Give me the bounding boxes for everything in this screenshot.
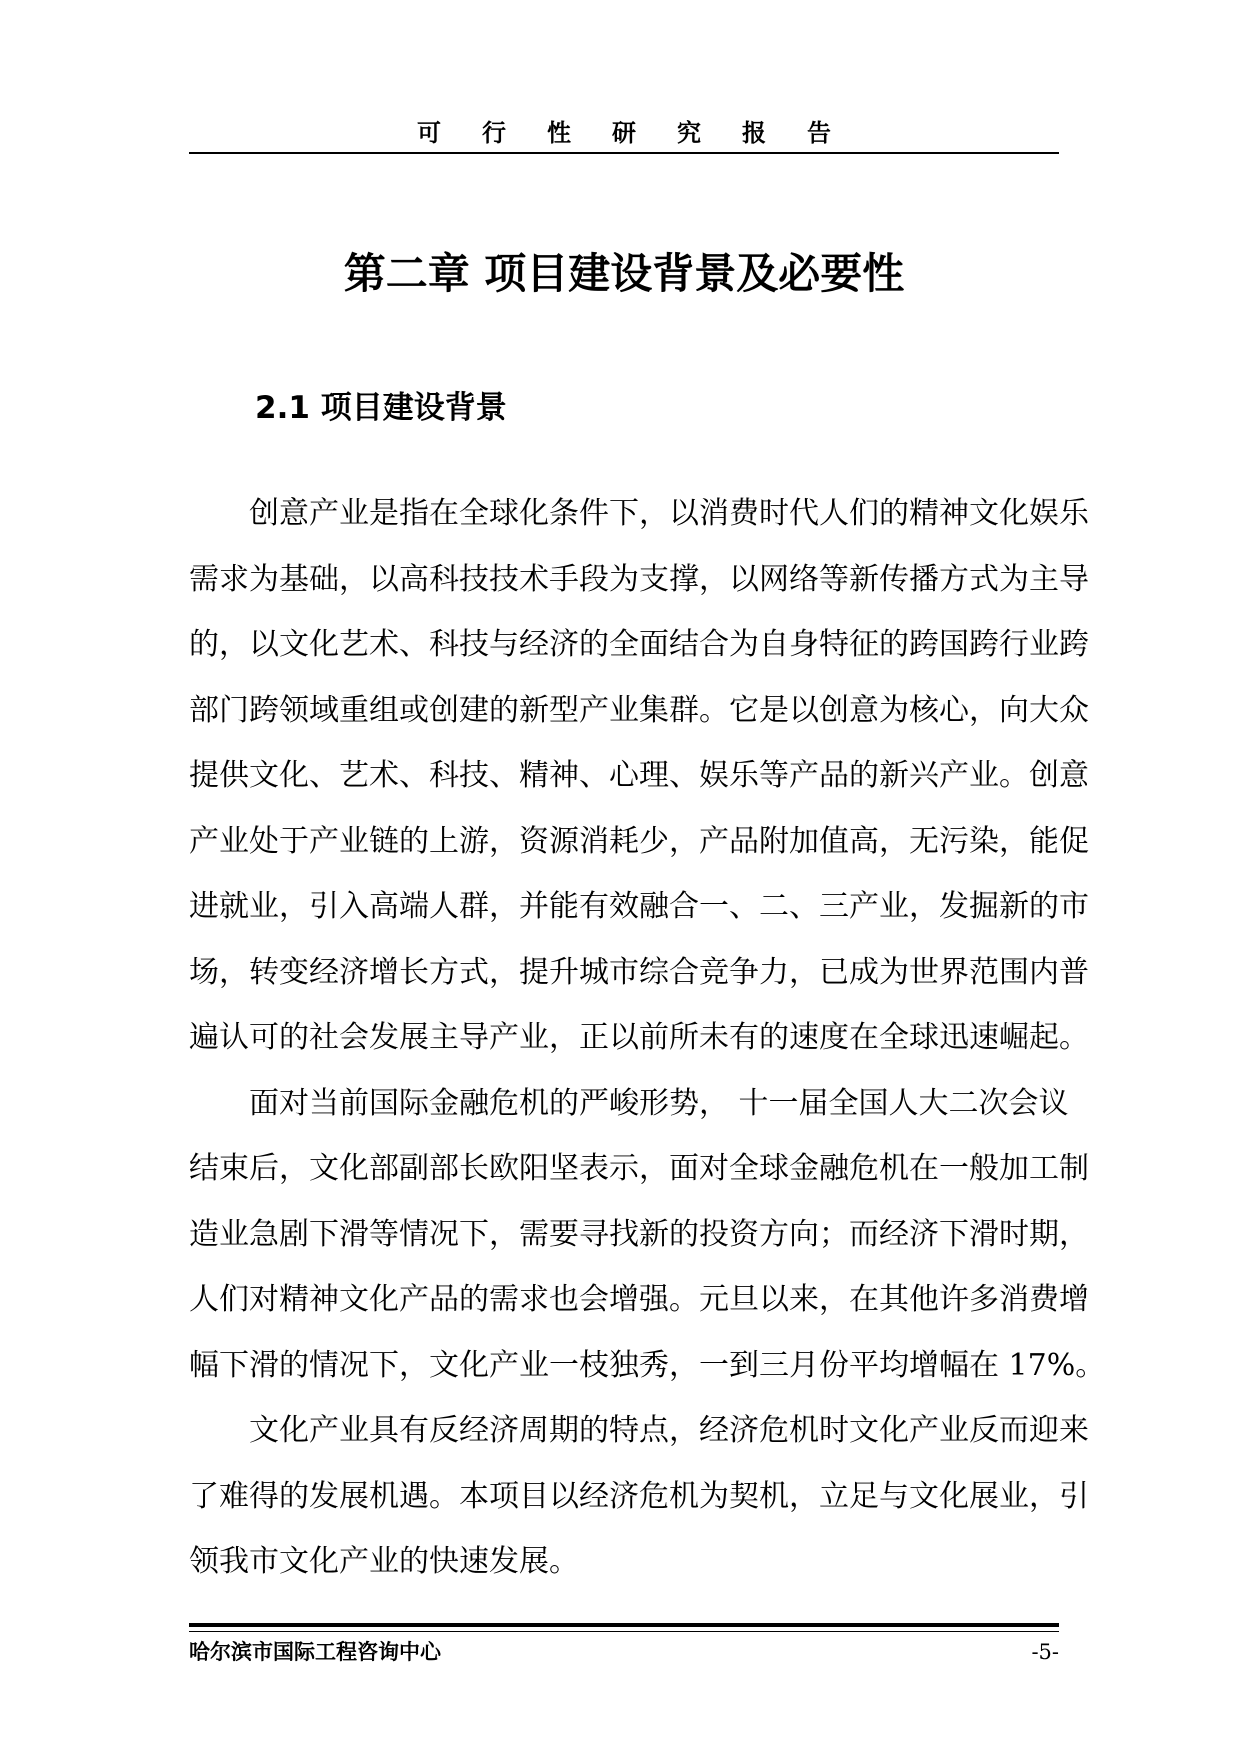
section-title: 2.1 项目建设背景 bbox=[255, 390, 507, 426]
text-line: 场，转变经济增长方式，提升城市综合竞争力，已成为世界范围内普 bbox=[189, 954, 1089, 990]
footer-rule-thin bbox=[189, 1631, 1059, 1632]
text-line: 遍认可的社会发展主导产业，正以前所未有的速度在全球迅速崛起。 bbox=[189, 1020, 1089, 1055]
text-line: 产业处于产业链的上游，资源消耗少，产品附加值高，无污染，能促 bbox=[189, 823, 1089, 859]
text-line: 面对当前国际金融危机的严峻形势， 十一届全国人大二次会议 bbox=[249, 1085, 1069, 1121]
chapter-title: 第二章 项目建设背景及必要性 bbox=[343, 249, 905, 298]
text-line: 造业急剧下滑等情况下，需要寻找新的投资方向；而经济下滑时期， bbox=[189, 1216, 1089, 1252]
page-footer bbox=[189, 1623, 1059, 1683]
paragraph-1 bbox=[189, 490, 1089, 1080]
page-header bbox=[189, 118, 1059, 154]
text-line: 了难得的发展机遇。本项目以经济危机为契机，立足与文化展业，引 bbox=[189, 1478, 1089, 1514]
text-line: 的，以文化艺术、科技与经济的全面结合为自身特征的跨国跨行业跨 bbox=[189, 627, 1089, 662]
text-line: 文化产业具有反经济周期的特点，经济危机时文化产业反而迎来 bbox=[249, 1413, 1089, 1448]
paragraph-3 bbox=[189, 1407, 1089, 1604]
footer-rule-thick bbox=[189, 1623, 1059, 1627]
text-line: 进就业，引入高端人群，并能有效融合一、二、三产业，发掘新的市 bbox=[189, 889, 1089, 924]
text-line: 领我市文化产业的快速发展。 bbox=[189, 1544, 579, 1579]
text-line: 部门跨领域重组或创建的新型产业集群。它是以创意为核心，向大众 bbox=[189, 692, 1089, 728]
body-text bbox=[189, 490, 1106, 1604]
header-title: 可行性研究报告 bbox=[417, 119, 872, 147]
text-line: 需求为基础，以高科技技术手段为支撑，以网络等新传播方式为主导 bbox=[189, 561, 1089, 597]
text-line: 人们对精神文化产品的需求也会增强。元旦以来，在其他许多消费增 bbox=[189, 1282, 1089, 1317]
text-line: 幅下滑的情况下，文化产业一枝独秀，一到三月份平均增幅在 17%。 bbox=[189, 1347, 1106, 1383]
text-line: 结束后，文化部副部长欧阳坚表示，面对全球金融危机在一般加工制 bbox=[189, 1151, 1089, 1186]
page-number: -5- bbox=[1031, 1640, 1059, 1664]
text-line: 创意产业是指在全球化条件下，以消费时代人们的精神文化娱乐 bbox=[249, 496, 1089, 531]
paragraph-2 bbox=[189, 1080, 1106, 1408]
footer-organization: 哈尔滨市国际工程咨询中心 bbox=[189, 1640, 441, 1664]
text-line: 提供文化、艺术、科技、精神、心理、娱乐等产品的新兴产业。创意 bbox=[189, 758, 1089, 793]
